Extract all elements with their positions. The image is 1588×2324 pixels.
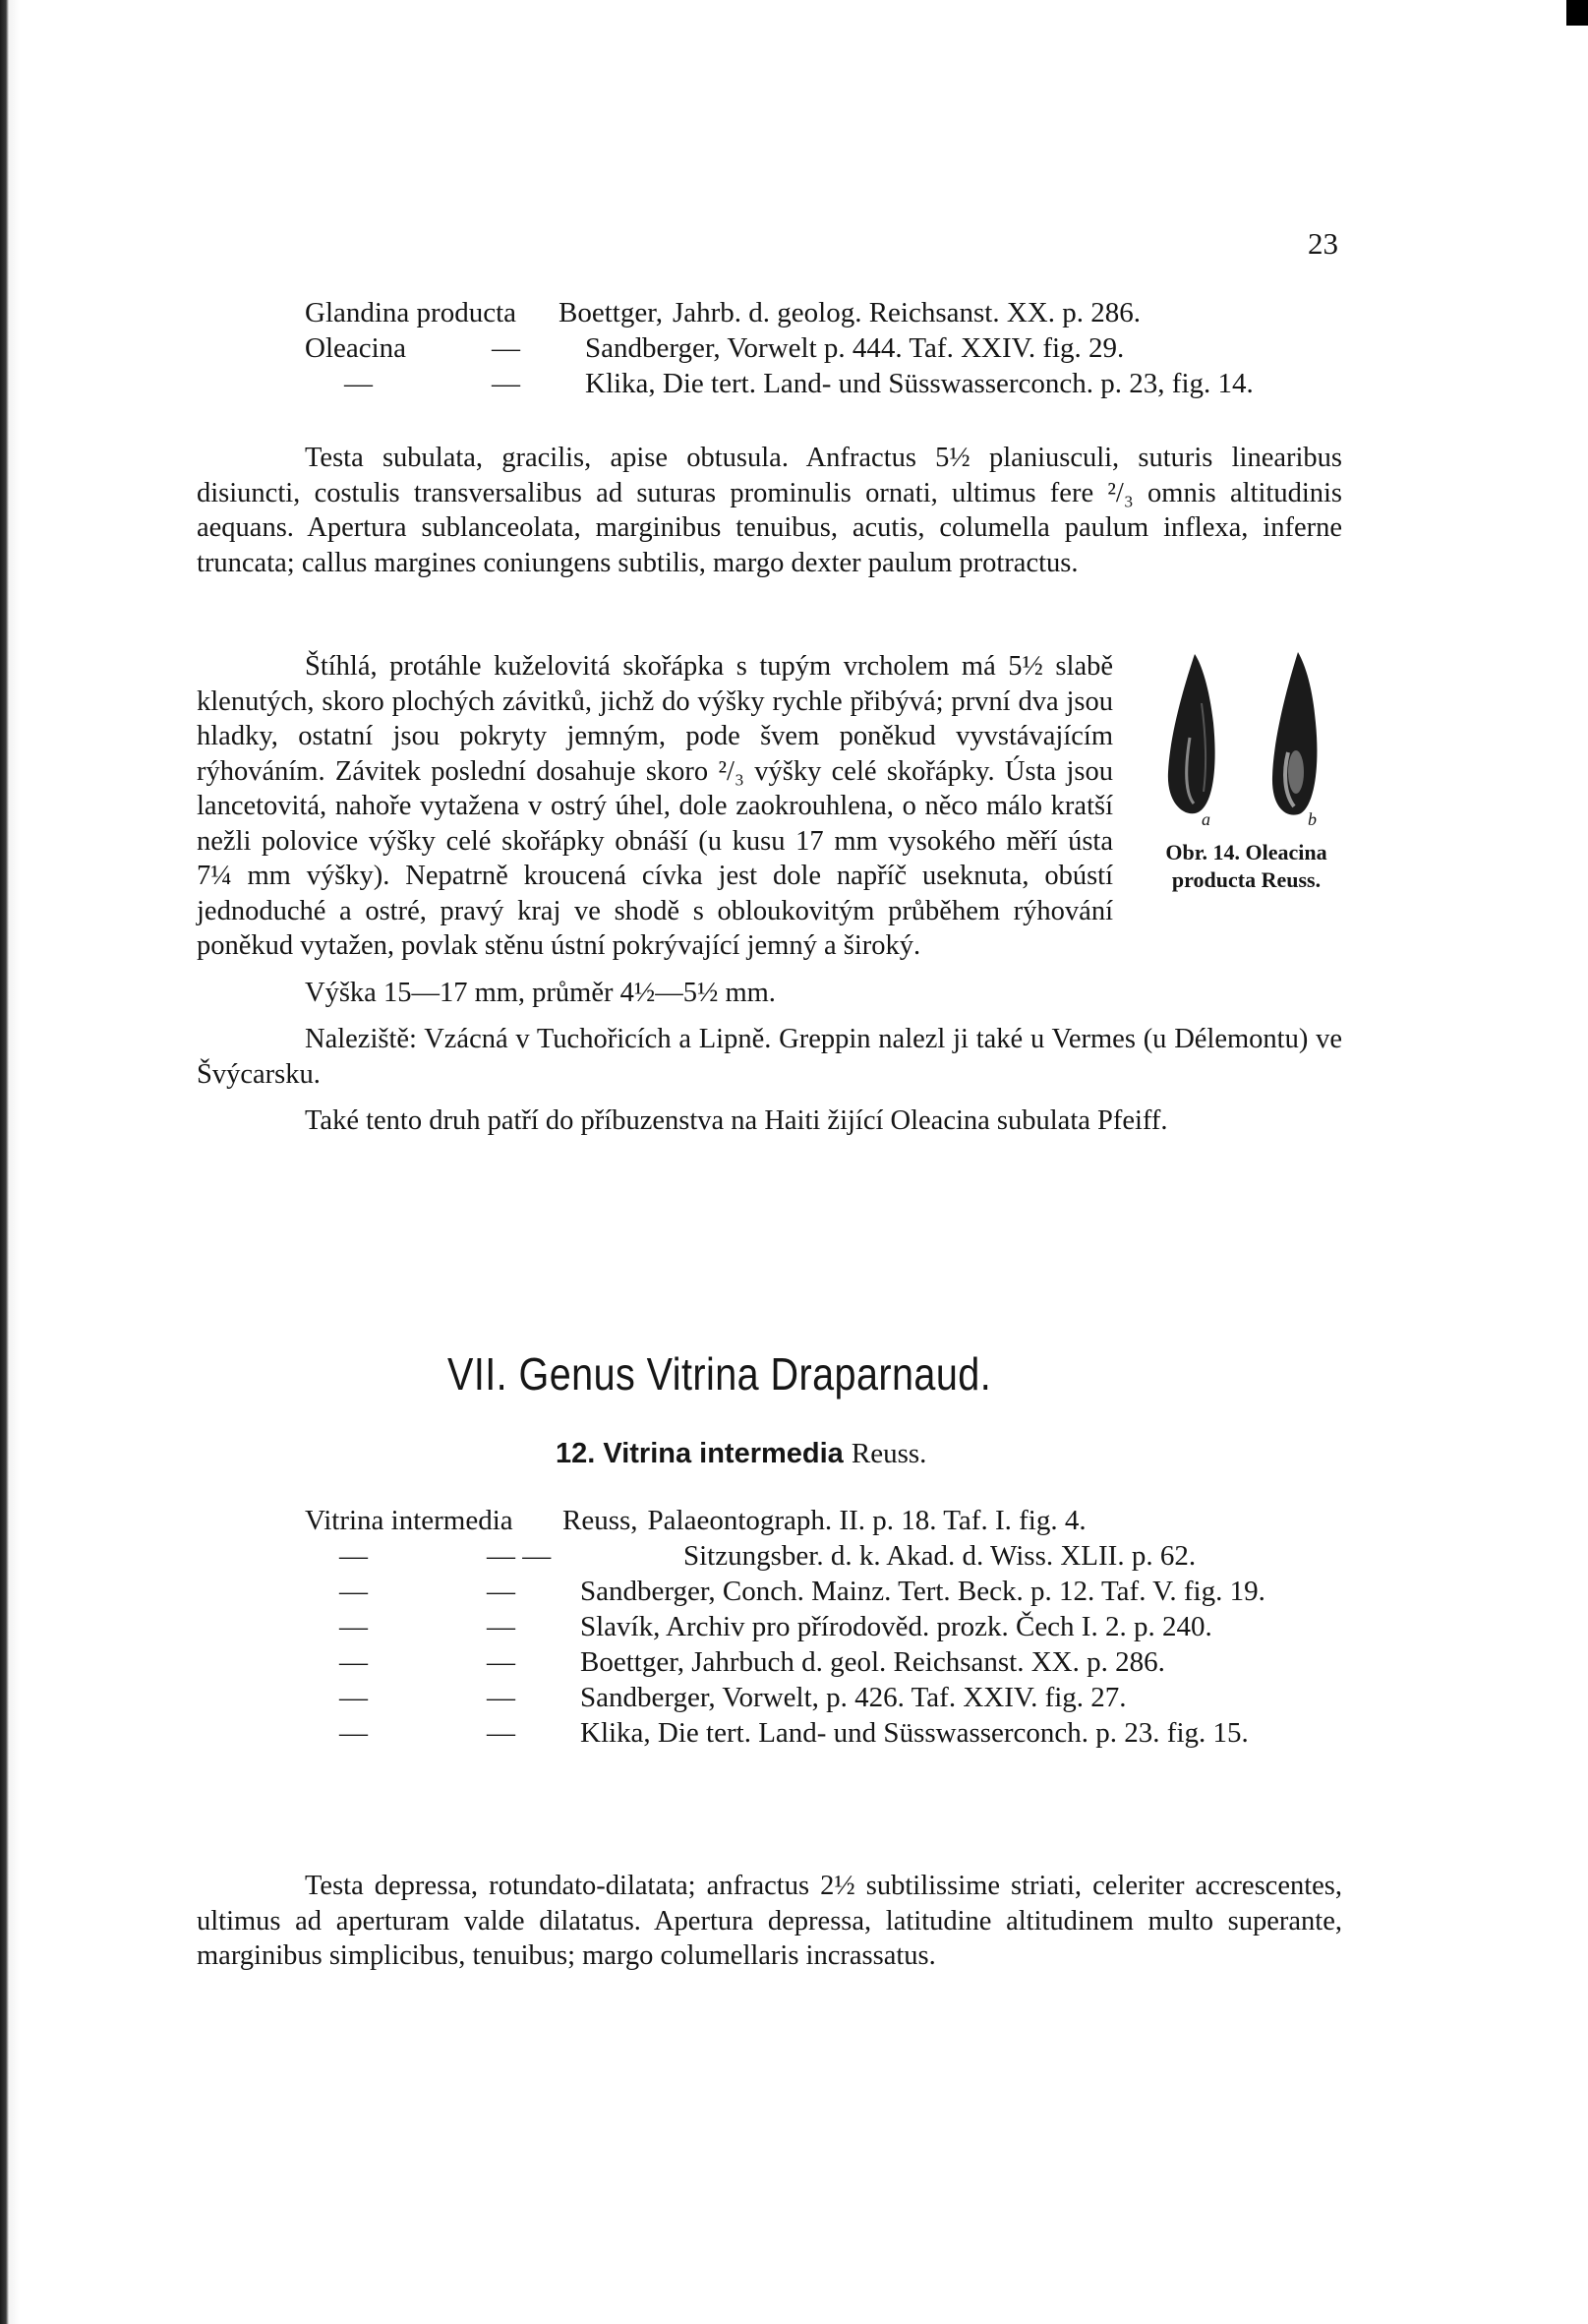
synonym-row [305,1644,1347,1680]
synonym-dash: — [344,368,373,399]
synonym-genus: Glandina producta [305,297,517,328]
synonym-reference: Sandberger, Vorwelt p. 444. Taf. XXIV. fig. 29. [585,332,1125,364]
scan-corner-mark [1566,0,1588,26]
synonym-genus: Oleacina [305,332,407,364]
latin-description-oleacina [197,441,1342,580]
synonym-reference: Sandberger, Conch. Mainz. Tert. Beck. p. 12. Taf. V. fig. 19. [580,1576,1265,1607]
czech-description-oleacina [197,649,1342,1139]
latin-paragraph: Testa subulata, gracilis, apise obtusula. Anfractus 5½ planiusculi, suturis linearibus disiuncti, costulis transversalibus ad suturas prominulis ornati, ultimus fere ²/₃ omnis altitudinis aequans. Apertura sublanceolata, marginibus tenuibus, acutis, columella paulum inflexa, inferne truncata; callus margines coniungens subtilis, margo dexter paulum protractus. [197,443,1342,578]
synonym-dash: — [339,1611,368,1642]
synonym-dash: — [339,1717,368,1749]
synonym-reference: Boettger, Jahrbuch d. geol. Reichsanst. XX. p. 286. [580,1646,1165,1678]
synonym-row [305,1715,1347,1751]
size-line: Výška 15—17 mm, průměr 4½—5½ mm. [305,977,776,1008]
synonym-row [305,295,1347,330]
synonym-row [305,366,1347,401]
locality-line: Naleziště: Vzácná v Tuchořicích a Lipně. Greppin nalezl ji také u Vermes (u Délemontu) ve Švýcarsku. [197,1024,1342,1090]
synonym-reference: Klika, Die tert. Land- und Süsswasserconch. p. 23. fig. 15. [580,1717,1249,1749]
figure-caption: Obr. 14. Oleacina producta Reuss. [1165,840,1327,892]
book-binding-edge [0,0,35,2324]
genus-heading: VII. Genus Vitrina Draparnaud. [447,1348,992,1400]
relation-line: Také tento druh patří do příbuzenstva na Haiti žijící Oleacina subulata Pfeiff. [305,1105,1168,1136]
synonym-author: Boettger, [559,297,663,328]
synonym-row [305,1680,1347,1715]
figure-wrap-spacer [1131,649,1342,944]
synonym-list-oleacina [305,295,1347,401]
synonym-dash: — [487,1576,515,1607]
synonym-row [305,330,1347,366]
synonym-reference: Slavík, Archiv pro přírodověd. prozk. Čech I. 2. p. 240. [580,1611,1212,1642]
species-name: 12. Vitrina intermedia [556,1438,844,1469]
czech-paragraph: Štíhlá, protáhle kuželovitá skořápka s tupým vrcholem má 5½ slabě klenutých, skoro plochých závitků, jichž do výšky rychle přibývá; první dva jsou hladky, ostatní jsou pokryty jemným, pode švem poněkud vyvstávajícím rýhováním. Závitek poslední dosahuje skoro ²/₃ výšky celé skořápky. Ústa jsou lancetovitá, nahoře vytažena v ostrý úhel, dole zaokrouhlena, o něco málo kratší nežli polovice výšky celé skořápky obnáší (u kusu 17 mm vysokého měří ústa 7¼ mm výšky). Nepatrně kroucená cívka jest dole napříč useknuta, obústí jednoduché a ostré, pravý kraj ve shodě s obloukovitým průběhem rýhování poněkud vytažen, povlak stěnu ústní pokrývající jemný a široký. [197,651,1113,961]
synonym-dash: — [487,1611,515,1642]
synonym-dash: — [492,368,520,399]
latin-paragraph: Testa depressa, rotundato-dilatata; anfractus 2½ subtilissime striati, celeriter accrescentes, ultimus ad aperturam valde dilatatus. Apertura depressa, latitudine altitudinem multo superante, marginibus simplicibus, tenuibus; margo columellaris incrassatus. [197,1871,1342,1971]
synonym-dash: — [339,1682,368,1713]
species-heading [556,1438,926,1470]
synonym-dash: — [487,1646,515,1678]
synonym-reference: Palaeontograph. II. p. 18. Taf. I. fig. 4. [647,1505,1087,1536]
species-author: Reuss. [851,1438,927,1469]
synonym-dash: — [339,1646,368,1678]
synonym-row [305,1609,1347,1644]
synonym-author: Reuss, [562,1505,638,1536]
page-number: 23 [1308,226,1338,261]
synonym-list-vitrina [305,1503,1347,1751]
synonym-dash: — [339,1576,368,1607]
synonym-dash: — — [487,1540,552,1572]
figure-label-b: b [1308,809,1317,829]
synonym-dash: — [492,332,520,364]
synonym-row [305,1538,1347,1574]
synonym-dash: — [487,1682,515,1713]
synonym-dash: — [487,1717,515,1749]
synonym-genus: Vitrina intermedia [305,1505,513,1536]
latin-description-vitrina [197,1869,1342,1974]
synonym-reference: Sandberger, Vorwelt, p. 426. Taf. XXIV. fig. 27. [580,1682,1127,1713]
synonym-dash: — [339,1540,368,1572]
synonym-reference: Jahrb. d. geolog. Reichsanst. XX. p. 286. [672,297,1141,328]
synonym-row [305,1574,1347,1609]
synonym-reference: Klika, Die tert. Land- und Süsswasserconch. p. 23, fig. 14. [585,368,1254,399]
synonym-row [305,1503,1347,1538]
synonym-reference: Sitzungsber. d. k. Akad. d. Wiss. XLII. p. 62. [683,1540,1197,1572]
figure-label-a: a [1202,809,1210,829]
